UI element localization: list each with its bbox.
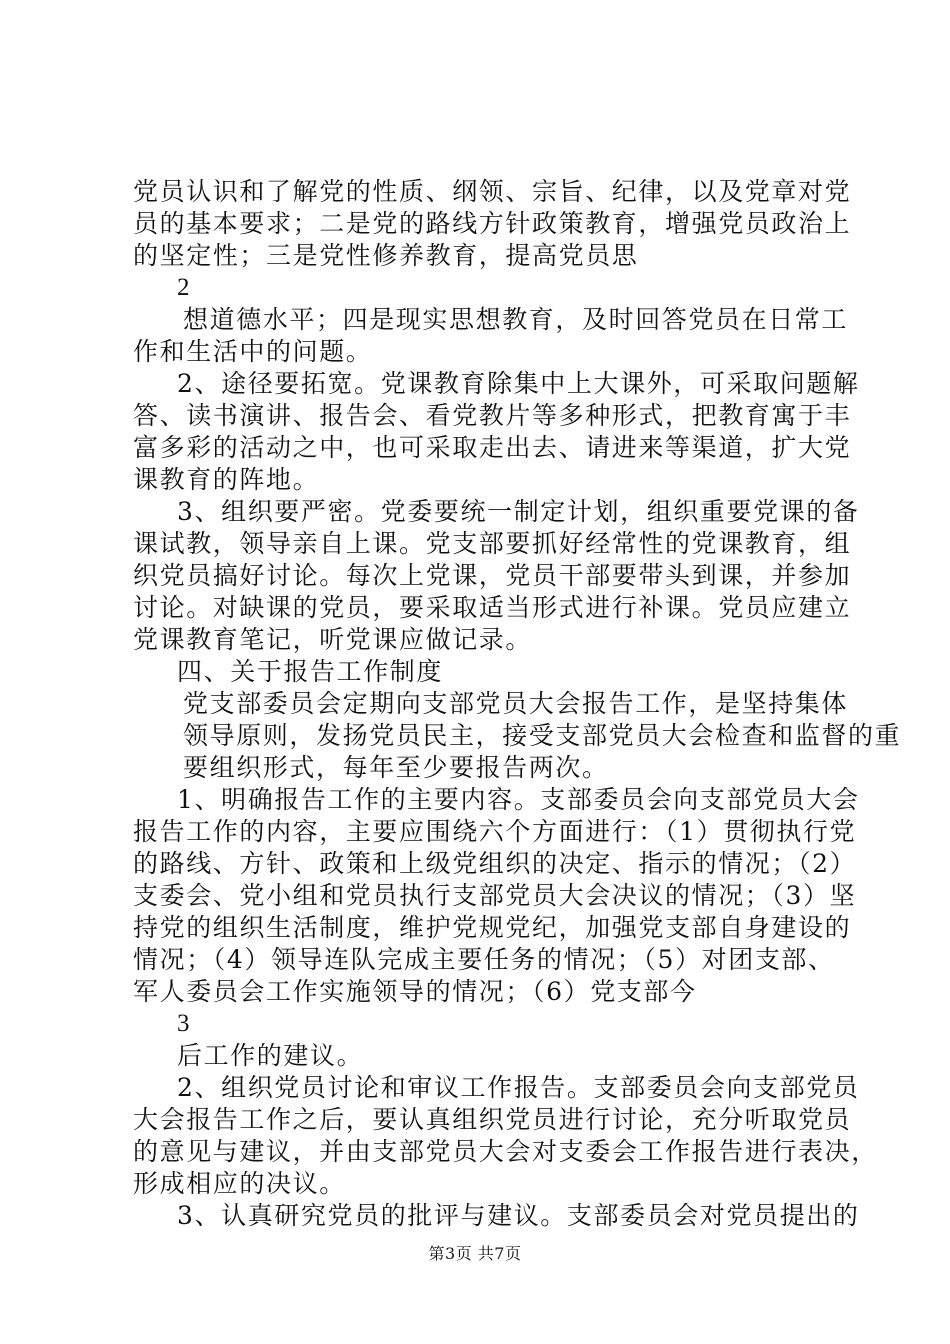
document-body bbox=[133, 176, 902, 1232]
text-line: 报告工作的内容，主要应围绕六个方面进行：（1）贯彻执行党 bbox=[133, 817, 857, 846]
text-line: 党员认识和了解党的性质、纲领、宗旨、纪律，以及党章对党 bbox=[133, 177, 852, 206]
text-line: 的路线、方针、政策和上级党组织的决定、指示的情况；（2） bbox=[133, 849, 857, 878]
text-line: 1、明确报告工作的主要内容。支部委员会向支部党员大会 bbox=[177, 785, 860, 814]
text-line: 后工作的建议。 bbox=[177, 1041, 364, 1070]
text-line: 大会报告工作之后，要认真组织党员进行讨论，充分听取党员 bbox=[133, 1105, 852, 1134]
text-line: 员的基本要求；二是党的路线方针政策教育，增强党员政治上 bbox=[133, 209, 852, 238]
text-line: 讨论。对缺课的党员，要采取适当形式进行补课。党员应建立 bbox=[133, 593, 852, 622]
text-line: 党课教育笔记，听党课应做记录。 bbox=[133, 625, 533, 654]
inline-page-number: 3 bbox=[177, 1010, 192, 1037]
text-line: 四、关于报告工作制度 bbox=[177, 657, 444, 686]
text-line: 要组织形式，每年至少要报告两次。 bbox=[183, 753, 609, 782]
text-line: 3、认真研究党员的批评与建议。支部委员会对党员提出的 bbox=[177, 1201, 860, 1230]
text-line: 课教育的阵地。 bbox=[133, 465, 320, 494]
page-footer: 第3页 共7页 bbox=[428, 1244, 522, 1263]
text-line: 2、组织党员讨论和审议工作报告。支部委员会向支部党员 bbox=[177, 1073, 860, 1102]
text-line: 想道德水平；四是现实思想教育，及时回答党员在日常工 bbox=[183, 305, 849, 334]
text-line: 的意见与建议，并由支部党员大会对支委会工作报告进行表决， bbox=[133, 1137, 878, 1166]
text-line: 领导原则，发扬党员民主，接受支部党员大会检查和监督的重 bbox=[183, 721, 902, 750]
text-line: 答、读书演讲、报告会、看党教片等多种形式，把教育寓于丰 bbox=[133, 401, 852, 430]
text-line: 持党的组织生活制度，维护党规党纪，加强党支部自身建设的 bbox=[133, 913, 852, 942]
text-line: 形成相应的决议。 bbox=[133, 1169, 346, 1198]
inline-page-number: 2 bbox=[177, 274, 192, 301]
text-line: 党支部委员会定期向支部党员大会报告工作，是坚持集体 bbox=[183, 689, 849, 718]
text-line: 情况；（4）领导连队完成主要任务的情况；（5）对团支部、 bbox=[133, 945, 835, 974]
text-line: 军人委员会工作实施领导的情况；（6）党支部今 bbox=[133, 977, 697, 1006]
text-line: 织党员搞好讨论。每次上党课，党员干部要带头到课，并参加 bbox=[133, 561, 852, 590]
text-line: 富多彩的活动之中，也可采取走出去、请进来等渠道，扩大党 bbox=[133, 433, 852, 462]
text-line: 作和生活中的问题。 bbox=[133, 337, 373, 366]
text-line: 支委会、党小组和党员执行支部党员大会决议的情况；（3）坚 bbox=[133, 881, 857, 910]
text-line: 2、途径要拓宽。党课教育除集中上大课外，可采取问题解 bbox=[177, 369, 860, 398]
text-line: 课试教，领导亲自上课。党支部要抓好经常性的党课教育，组 bbox=[133, 529, 852, 558]
text-line: 3、组织要严密。党委要统一制定计划，组织重要党课的备 bbox=[177, 497, 860, 526]
text-line: 的坚定性；三是党性修养教育，提高党员思 bbox=[133, 241, 639, 270]
